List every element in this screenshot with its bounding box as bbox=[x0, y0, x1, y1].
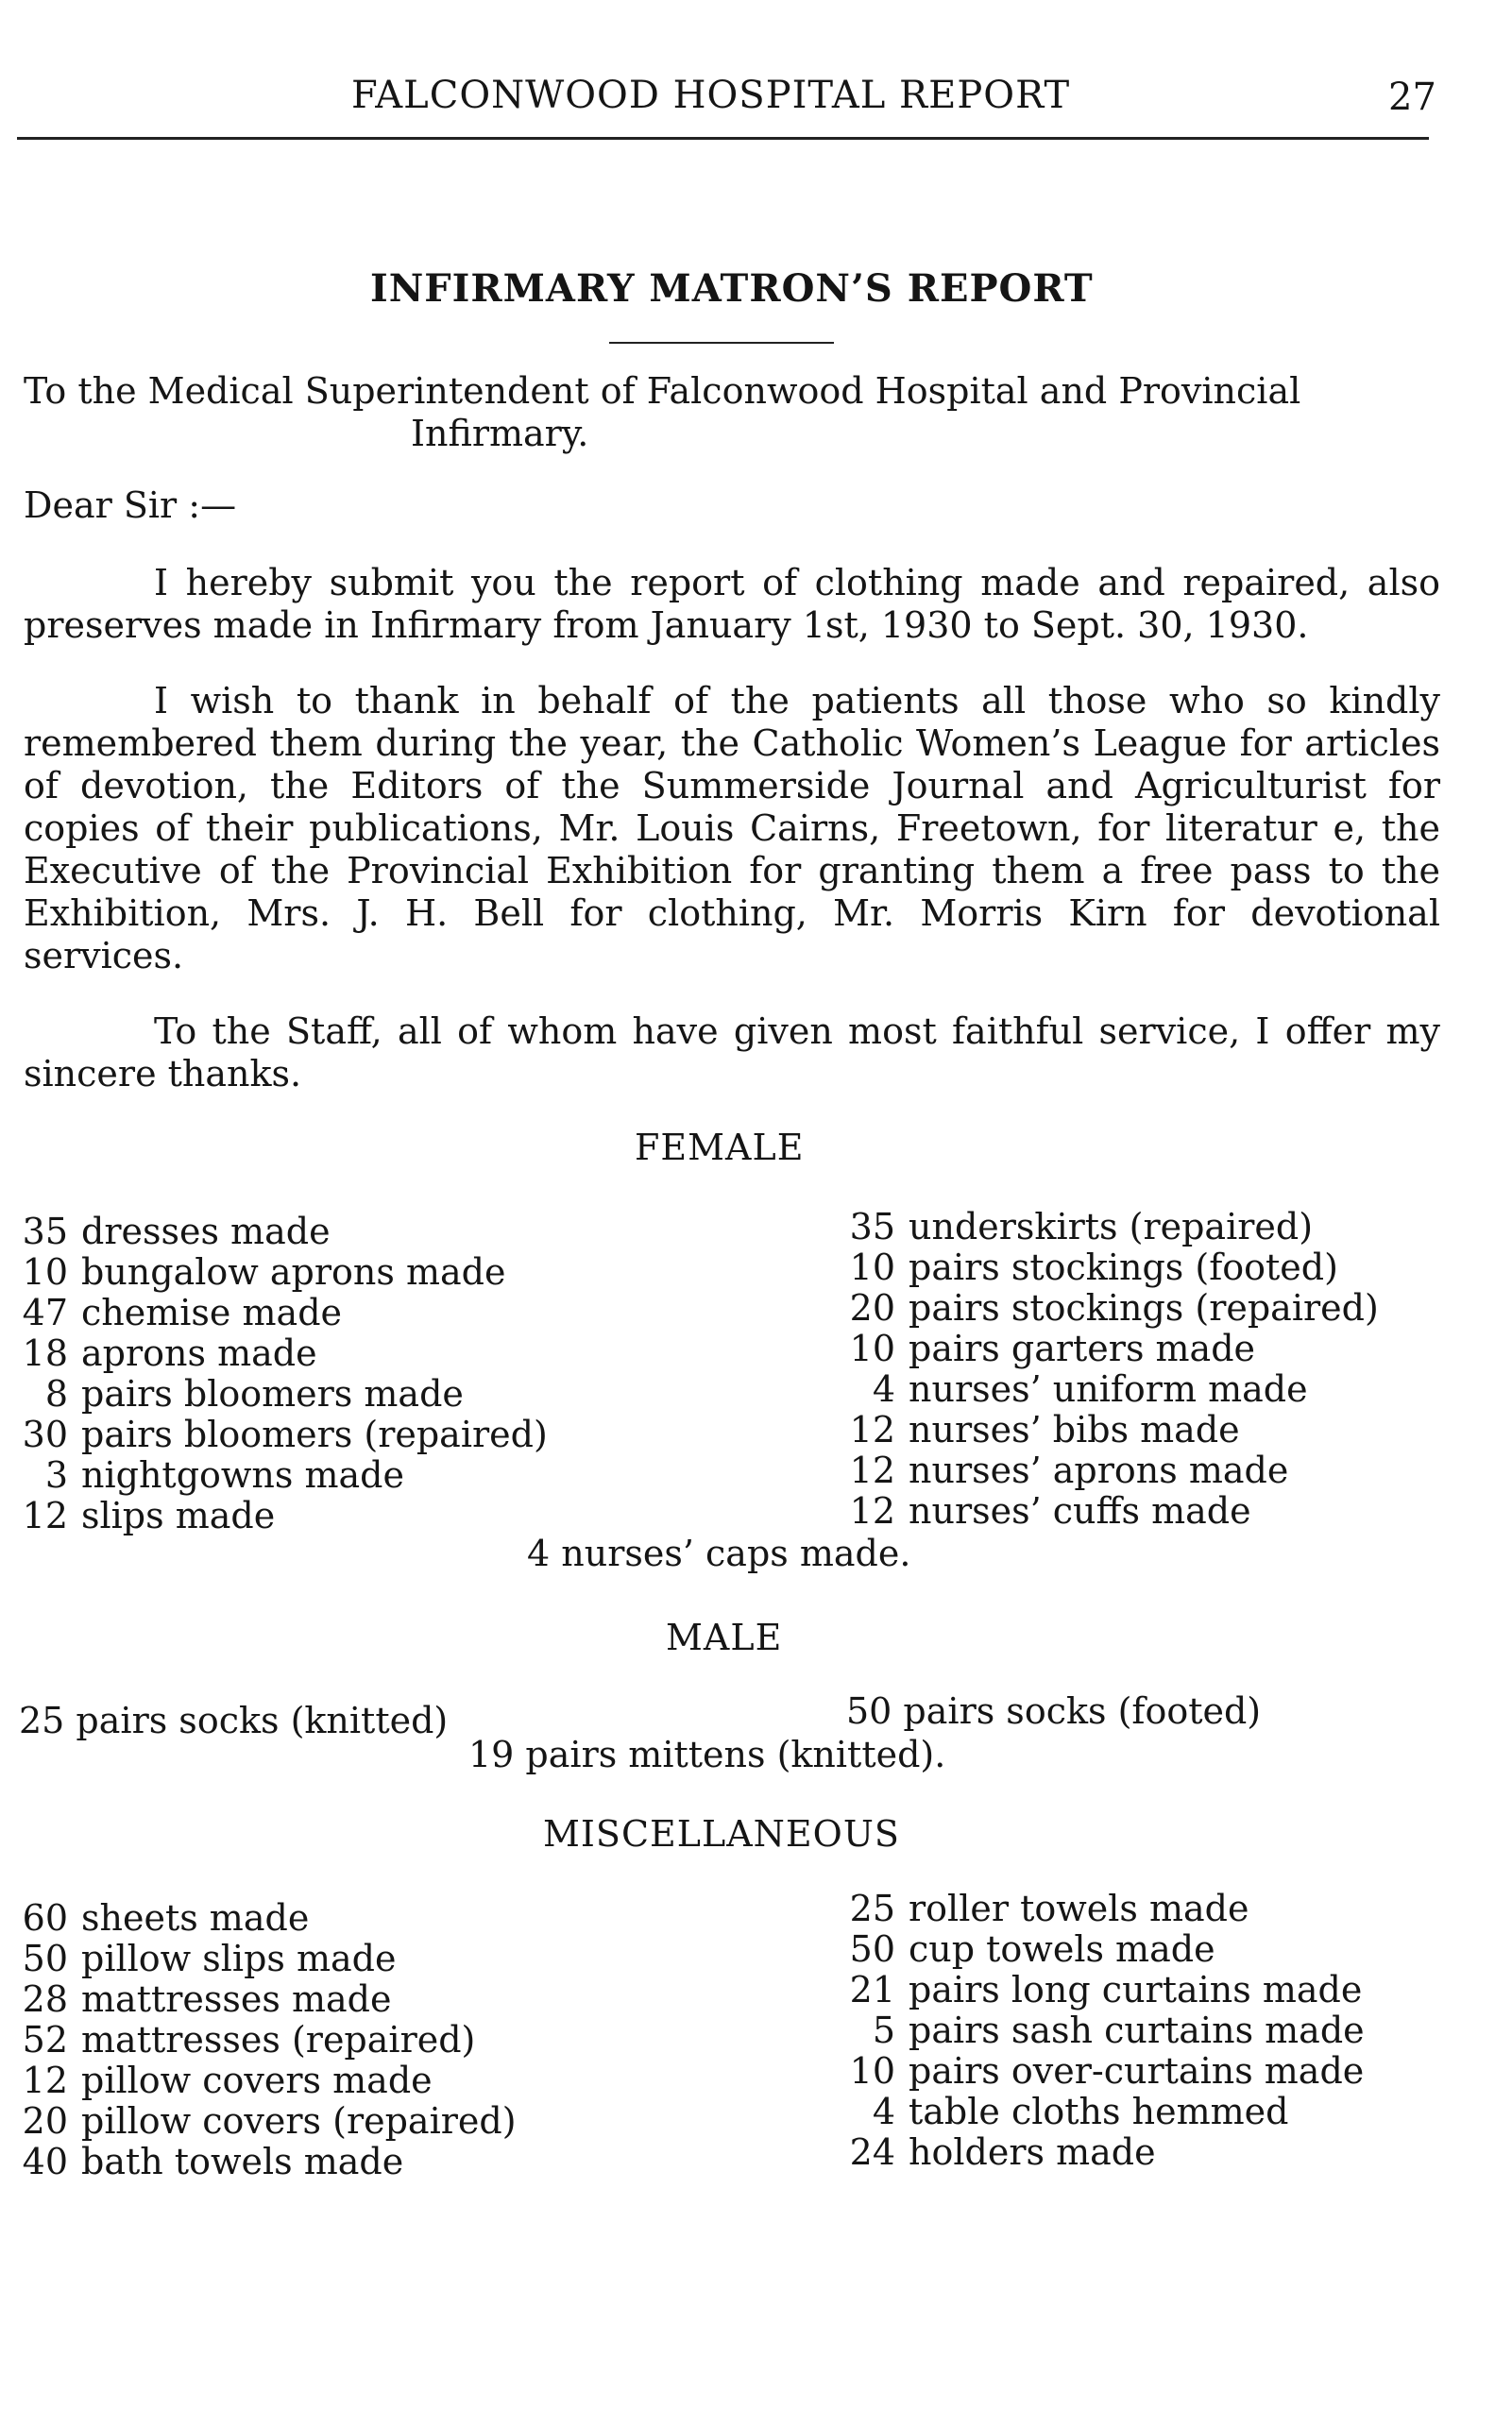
item-label: pairs stockings (repaired) bbox=[909, 1287, 1379, 1329]
item-quantity: 4 bbox=[872, 2091, 895, 2132]
letter-salutation: Dear Sir :— bbox=[24, 484, 237, 526]
list-item bbox=[19, 2142, 517, 2182]
item-label: pairs bloomers made bbox=[81, 1373, 464, 1415]
letter-paragraph-2: I wish to thank in behalf of the patients all those who so kindly remembered them during the year, the Catholic Women’s League for articles of devotion, the Editors of the Summerside Journal and Agriculturist for copies of their publications, Mr. Louis Cairns, Freetown, for literatur e, the Executive of the Provincial Exhibition for granting them a free pass to the Exhibition, Mrs. J. H. Bell for clothing, Mr. Morris Kirn for devotional services. bbox=[24, 680, 1440, 976]
misc-heading: MISCELLANEOUS bbox=[543, 1813, 900, 1855]
list-item bbox=[19, 1212, 548, 1252]
addressee-line-2: Infirmary. bbox=[411, 413, 589, 454]
male-left-item: 25 pairs socks (knitted) bbox=[19, 1700, 449, 1741]
misc-left-list bbox=[19, 1898, 517, 2182]
running-header-title: FALCONWOOD HOSPITAL REPORT bbox=[351, 74, 1071, 117]
item-label: pairs long curtains made bbox=[909, 1969, 1363, 2010]
list-item bbox=[846, 1247, 1379, 1288]
item-quantity: 20 bbox=[22, 2100, 68, 2142]
item-quantity: 30 bbox=[22, 1414, 68, 1455]
letter-paragraph-3: To the Staff, all of whom have given most faithful service, I offer my sincere thanks. bbox=[24, 1010, 1440, 1094]
item-label: nurses’ aprons made bbox=[909, 1450, 1289, 1491]
item-label: pillow covers made bbox=[81, 2060, 433, 2101]
item-quantity: 12 bbox=[22, 1495, 68, 1536]
item-label: pairs garters made bbox=[909, 1328, 1256, 1369]
page-number: 27 bbox=[1388, 76, 1436, 119]
item-quantity: 47 bbox=[22, 1292, 68, 1333]
item-quantity: 20 bbox=[849, 1287, 895, 1329]
female-center-item: 4 nurses’ caps made. bbox=[527, 1533, 911, 1574]
list-item bbox=[846, 1929, 1365, 1970]
item-label: nurses’ uniform made bbox=[909, 1368, 1308, 1410]
list-item bbox=[846, 1410, 1379, 1450]
item-label: pairs over-curtains made bbox=[909, 2050, 1365, 2092]
female-left-list bbox=[19, 1212, 548, 1536]
item-quantity: 8 bbox=[44, 1373, 68, 1415]
item-quantity: 50 bbox=[22, 1938, 68, 1979]
item-quantity: 52 bbox=[22, 2019, 68, 2061]
list-item bbox=[19, 1979, 517, 2020]
item-label: chemise made bbox=[81, 1292, 343, 1333]
item-quantity: 10 bbox=[22, 1251, 68, 1293]
item-quantity: 10 bbox=[849, 1328, 895, 1369]
item-label: aprons made bbox=[81, 1332, 317, 1374]
female-heading: FEMALE bbox=[635, 1127, 805, 1168]
item-label: nurses’ cuffs made bbox=[909, 1490, 1251, 1532]
item-label: pairs stockings (footed) bbox=[909, 1247, 1338, 1288]
list-item bbox=[846, 1288, 1379, 1329]
item-quantity: 60 bbox=[22, 1897, 68, 1939]
item-label: mattresses (repaired) bbox=[81, 2019, 476, 2061]
list-item bbox=[846, 1329, 1379, 1369]
item-quantity: 12 bbox=[849, 1490, 895, 1532]
list-item bbox=[846, 2051, 1365, 2092]
list-item bbox=[19, 1455, 548, 1496]
item-label: underskirts (repaired) bbox=[909, 1206, 1314, 1247]
item-label: holders made bbox=[909, 2131, 1156, 2173]
item-label: pairs bloomers (repaired) bbox=[81, 1414, 548, 1455]
list-item bbox=[19, 2101, 517, 2142]
addressee-line-1: To the Medical Superintendent of Falconwood Hospital and Provincial bbox=[24, 370, 1301, 412]
item-label: pillow covers (repaired) bbox=[81, 2100, 517, 2142]
item-quantity: 50 bbox=[849, 1928, 895, 1970]
list-item bbox=[19, 1293, 548, 1333]
list-item bbox=[19, 1496, 548, 1536]
list-item bbox=[19, 1415, 548, 1455]
item-label: roller towels made bbox=[909, 1888, 1249, 1929]
item-quantity: 4 bbox=[872, 1368, 895, 1410]
item-quantity: 12 bbox=[849, 1409, 895, 1450]
item-quantity: 10 bbox=[849, 1247, 895, 1288]
item-quantity: 18 bbox=[22, 1332, 68, 1374]
item-label: nurses’ bibs made bbox=[909, 1409, 1240, 1450]
letter-addressee bbox=[24, 370, 1440, 455]
item-label: nightgowns made bbox=[81, 1454, 404, 1496]
male-right-item: 50 pairs socks (footed) bbox=[846, 1690, 1262, 1732]
list-item bbox=[19, 2020, 517, 2061]
list-item bbox=[846, 1970, 1365, 2010]
item-label: pillow slips made bbox=[81, 1938, 397, 1979]
item-quantity: 21 bbox=[849, 1969, 895, 2010]
list-item bbox=[846, 2132, 1365, 2173]
item-quantity: 12 bbox=[22, 2060, 68, 2101]
misc-right-list bbox=[846, 1889, 1365, 2173]
item-quantity: 35 bbox=[22, 1211, 68, 1252]
item-label: dresses made bbox=[81, 1211, 331, 1252]
list-item bbox=[19, 2061, 517, 2101]
item-quantity: 28 bbox=[22, 1978, 68, 2020]
letter-paragraph-1: I hereby submit you the report of clothing made and repaired, also preserves made in Infirmary from January 1st, 1930 to Sept. 30, 1930. bbox=[24, 562, 1440, 646]
list-item bbox=[846, 1450, 1379, 1491]
item-label: sheets made bbox=[81, 1897, 310, 1939]
item-label: bungalow aprons made bbox=[81, 1251, 506, 1293]
item-quantity: 12 bbox=[849, 1450, 895, 1491]
item-label: cup towels made bbox=[909, 1928, 1215, 1970]
list-item bbox=[846, 1369, 1379, 1410]
female-right-list bbox=[846, 1207, 1379, 1532]
item-quantity: 40 bbox=[22, 2141, 68, 2182]
list-item bbox=[846, 1889, 1365, 1929]
item-label: mattresses made bbox=[81, 1978, 392, 2020]
item-quantity: 5 bbox=[872, 2010, 895, 2051]
list-item bbox=[19, 1939, 517, 1979]
list-item bbox=[846, 1491, 1379, 1532]
header-rule bbox=[17, 137, 1429, 140]
list-item bbox=[846, 2092, 1365, 2132]
male-center-item: 19 pairs mittens (knitted). bbox=[468, 1734, 946, 1775]
list-item bbox=[19, 1898, 517, 1939]
list-item bbox=[846, 2010, 1365, 2051]
item-quantity: 3 bbox=[44, 1454, 68, 1496]
item-label: pairs sash curtains made bbox=[909, 2010, 1365, 2051]
item-quantity: 10 bbox=[849, 2050, 895, 2092]
item-label: table cloths hemmed bbox=[909, 2091, 1289, 2132]
section-title: INFIRMARY MATRON’S REPORT bbox=[370, 266, 1094, 311]
list-item bbox=[19, 1252, 548, 1293]
item-quantity: 35 bbox=[849, 1206, 895, 1247]
item-quantity: 25 bbox=[849, 1888, 895, 1929]
title-rule bbox=[609, 342, 834, 344]
list-item bbox=[846, 1207, 1379, 1247]
item-label: bath towels made bbox=[81, 2141, 404, 2182]
list-item bbox=[19, 1333, 548, 1374]
male-heading: MALE bbox=[666, 1617, 783, 1658]
item-label: slips made bbox=[81, 1495, 276, 1536]
item-quantity: 24 bbox=[849, 2131, 895, 2173]
list-item bbox=[19, 1374, 548, 1415]
